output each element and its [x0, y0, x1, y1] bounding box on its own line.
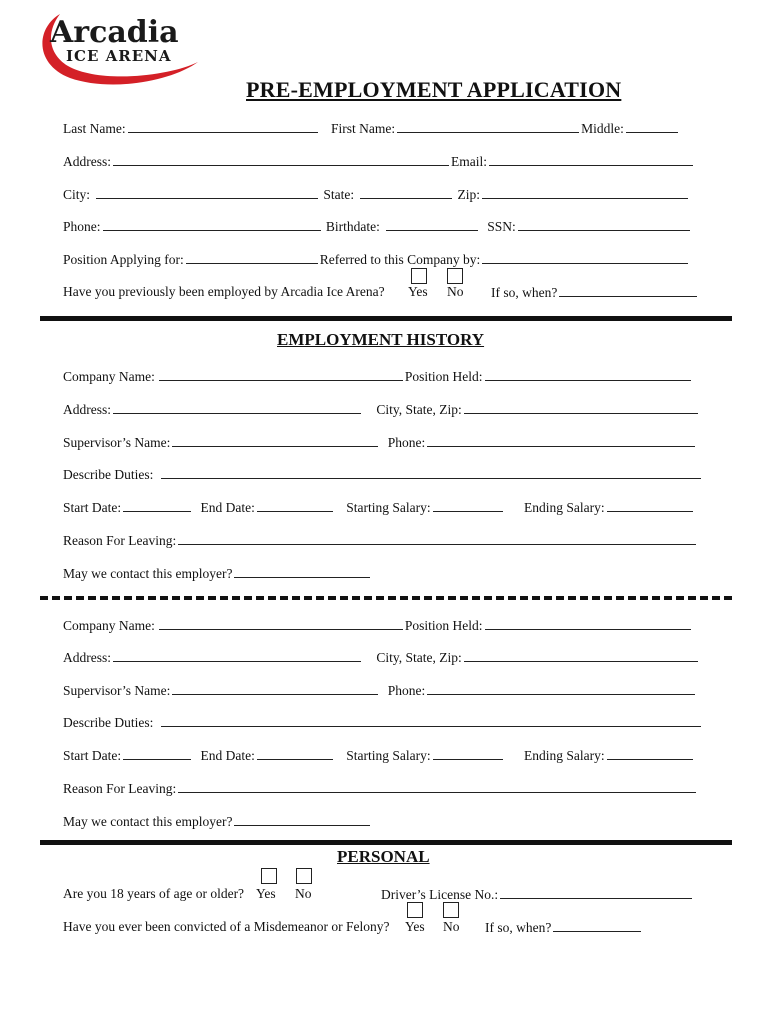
- row-name: [63, 120, 680, 137]
- position-label: Position Applying for:: [63, 252, 184, 267]
- age-yes-checkbox[interactable]: [261, 868, 277, 884]
- emp1-end-salary-field[interactable]: [607, 499, 693, 512]
- emp2-row-dates: [63, 747, 695, 764]
- emp2-contact-field[interactable]: [234, 813, 370, 826]
- emp2-duties-label: Describe Duties:: [63, 715, 154, 730]
- license-row: [381, 886, 694, 903]
- emp1-city-label: City, State, Zip:: [376, 402, 462, 417]
- emp2-city-label: City, State, Zip:: [376, 650, 462, 665]
- age-question: Are you 18 years of age or older?: [63, 886, 245, 901]
- row-address: [63, 153, 695, 170]
- emp1-start-salary-field[interactable]: [433, 499, 503, 512]
- emp1-end-label: End Date:: [200, 500, 255, 515]
- row-position: [63, 251, 690, 268]
- emp1-city-field[interactable]: [464, 401, 698, 414]
- employment-history-heading: EMPLOYMENT HISTORY: [277, 330, 485, 349]
- emp1-phone-field[interactable]: [427, 434, 695, 447]
- first-name-label: First Name:: [330, 121, 396, 136]
- emp1-supervisor-field[interactable]: [172, 434, 378, 447]
- address-label: Address:: [63, 154, 111, 169]
- prev-employed-when-field[interactable]: [559, 284, 697, 297]
- convicted-no-checkbox[interactable]: [443, 902, 459, 918]
- emp1-row-supervisor: [63, 434, 697, 451]
- emp1-row-address: [63, 401, 700, 418]
- emp1-row-company: [63, 368, 693, 385]
- emp1-reason-field[interactable]: [178, 532, 696, 545]
- prev-employed-no-checkbox[interactable]: [447, 268, 463, 284]
- emp2-address-label: Address:: [63, 650, 111, 665]
- email-field[interactable]: [489, 153, 693, 166]
- emp2-supervisor-field[interactable]: [172, 682, 378, 695]
- emp1-duties-label: Describe Duties:: [63, 467, 154, 482]
- emp1-position-field[interactable]: [485, 368, 691, 381]
- prev-employed-no-label: No: [447, 284, 464, 299]
- emp1-contact-field[interactable]: [234, 565, 370, 578]
- emp1-company-label: Company Name:: [63, 369, 155, 384]
- emp1-contact-label: May we contact this employer?: [63, 566, 233, 581]
- position-field[interactable]: [186, 251, 318, 264]
- section-divider-personal: [40, 840, 732, 845]
- age-no-label: No: [295, 886, 312, 901]
- emp2-company-field[interactable]: [159, 617, 403, 630]
- zip-field[interactable]: [482, 186, 688, 199]
- license-label: Driver’s License No.:: [381, 887, 499, 902]
- prev-employed-when-label: If so, when?: [491, 285, 558, 300]
- city-field[interactable]: [96, 186, 318, 199]
- emp2-row-contact: [63, 813, 372, 830]
- emp2-end-salary-label: Ending Salary:: [523, 748, 605, 763]
- emp2-end-label: End Date:: [200, 748, 255, 763]
- emp2-supervisor-label: Supervisor’s Name:: [63, 683, 171, 698]
- emp1-start-salary-label: Starting Salary:: [346, 500, 431, 515]
- emp2-start-salary-field[interactable]: [433, 747, 503, 760]
- address-field[interactable]: [113, 153, 449, 166]
- emp2-phone-label: Phone:: [387, 683, 426, 698]
- state-field[interactable]: [360, 186, 452, 199]
- emp1-start-label: Start Date:: [63, 500, 122, 515]
- middle-field[interactable]: [626, 120, 678, 133]
- emp2-duties-field[interactable]: [161, 714, 701, 727]
- emp2-end-salary-field[interactable]: [607, 747, 693, 760]
- state-label: State:: [323, 187, 355, 202]
- emp2-reason-field[interactable]: [178, 780, 696, 793]
- emp1-company-field[interactable]: [159, 368, 403, 381]
- row-city: [63, 186, 690, 203]
- convicted-question: Have you ever been convicted of a Misdemeanor or Felony?: [63, 919, 390, 934]
- emp1-supervisor-label: Supervisor’s Name:: [63, 435, 171, 450]
- emp2-row-company: [63, 617, 693, 634]
- employer-separator: [40, 596, 732, 600]
- personal-heading: PERSONAL: [337, 847, 430, 866]
- convicted-when-row: [485, 919, 643, 936]
- emp2-row-address: [63, 649, 700, 666]
- prev-employed-when: [491, 284, 699, 301]
- convicted-no-label: No: [443, 919, 460, 934]
- emp2-end-field[interactable]: [257, 747, 333, 760]
- prev-employed-yes-checkbox[interactable]: [411, 268, 427, 284]
- emp2-address-field[interactable]: [113, 649, 361, 662]
- emp2-row-supervisor: [63, 682, 697, 699]
- convicted-when-label: If so, when?: [485, 920, 552, 935]
- ssn-field[interactable]: [518, 218, 690, 231]
- emp1-duties-field[interactable]: [161, 466, 701, 479]
- emp1-reason-label: Reason For Leaving:: [63, 533, 177, 548]
- emp1-row-contact: [63, 565, 372, 582]
- emp1-row-duties: [63, 466, 703, 483]
- age-no-checkbox[interactable]: [296, 868, 312, 884]
- emp2-city-field[interactable]: [464, 649, 698, 662]
- emp2-phone-field[interactable]: [427, 682, 695, 695]
- page-title: PRE-EMPLOYMENT APPLICATION: [246, 77, 622, 102]
- row-phone: [63, 218, 692, 235]
- city-label: City:: [63, 187, 91, 202]
- emp2-start-salary-label: Starting Salary:: [346, 748, 431, 763]
- emp2-company-label: Company Name:: [63, 618, 155, 633]
- ssn-label: SSN:: [487, 219, 516, 234]
- middle-label: Middle:: [581, 121, 624, 136]
- birthdate-label: Birthdate:: [325, 219, 380, 234]
- emp2-start-label: Start Date:: [63, 748, 122, 763]
- emp2-reason-label: Reason For Leaving:: [63, 781, 177, 796]
- emp1-phone-label: Phone:: [387, 435, 426, 450]
- phone-label: Phone:: [63, 219, 101, 234]
- phone-field[interactable]: [103, 218, 321, 231]
- emp1-row-dates: [63, 499, 695, 516]
- emp1-row-reason: [63, 532, 698, 549]
- referred-field[interactable]: [482, 251, 688, 264]
- emp2-position-label: Position Held:: [404, 618, 483, 633]
- emp1-position-label: Position Held:: [404, 369, 483, 384]
- emp2-start-field[interactable]: [123, 747, 191, 760]
- emp1-end-field[interactable]: [257, 499, 333, 512]
- emp1-start-field[interactable]: [123, 499, 191, 512]
- emp2-position-field[interactable]: [485, 617, 691, 630]
- first-name-field[interactable]: [397, 120, 579, 133]
- logo-text-ice-arena: ICE ARENA: [66, 47, 172, 65]
- emp2-row-duties: [63, 714, 703, 731]
- last-name-field[interactable]: [128, 120, 318, 133]
- emp1-end-salary-label: Ending Salary:: [523, 500, 605, 515]
- emp1-address-field[interactable]: [113, 401, 361, 414]
- emp1-address-label: Address:: [63, 402, 111, 417]
- convicted-when-field[interactable]: [553, 919, 641, 932]
- prev-employed-question: Have you previously been employed by Arcadia Ice Arena?: [63, 284, 385, 299]
- logo-text-arcadia: Arcadia: [50, 15, 179, 50]
- age-yes-label: Yes: [256, 886, 276, 901]
- last-name-label: Last Name:: [63, 121, 126, 136]
- birthdate-field[interactable]: [386, 218, 478, 231]
- referred-label: Referred to this Company by:: [319, 252, 481, 267]
- email-label: Email:: [451, 154, 487, 169]
- emp2-contact-label: May we contact this employer?: [63, 814, 233, 829]
- license-field[interactable]: [500, 886, 692, 899]
- convicted-yes-label: Yes: [405, 919, 425, 934]
- zip-label: Zip:: [457, 187, 481, 202]
- convicted-yes-checkbox[interactable]: [407, 902, 423, 918]
- prev-employed-yes-label: Yes: [408, 284, 428, 299]
- emp2-row-reason: [63, 780, 698, 797]
- section-divider: [40, 316, 732, 321]
- arcadia-logo: [30, 6, 200, 86]
